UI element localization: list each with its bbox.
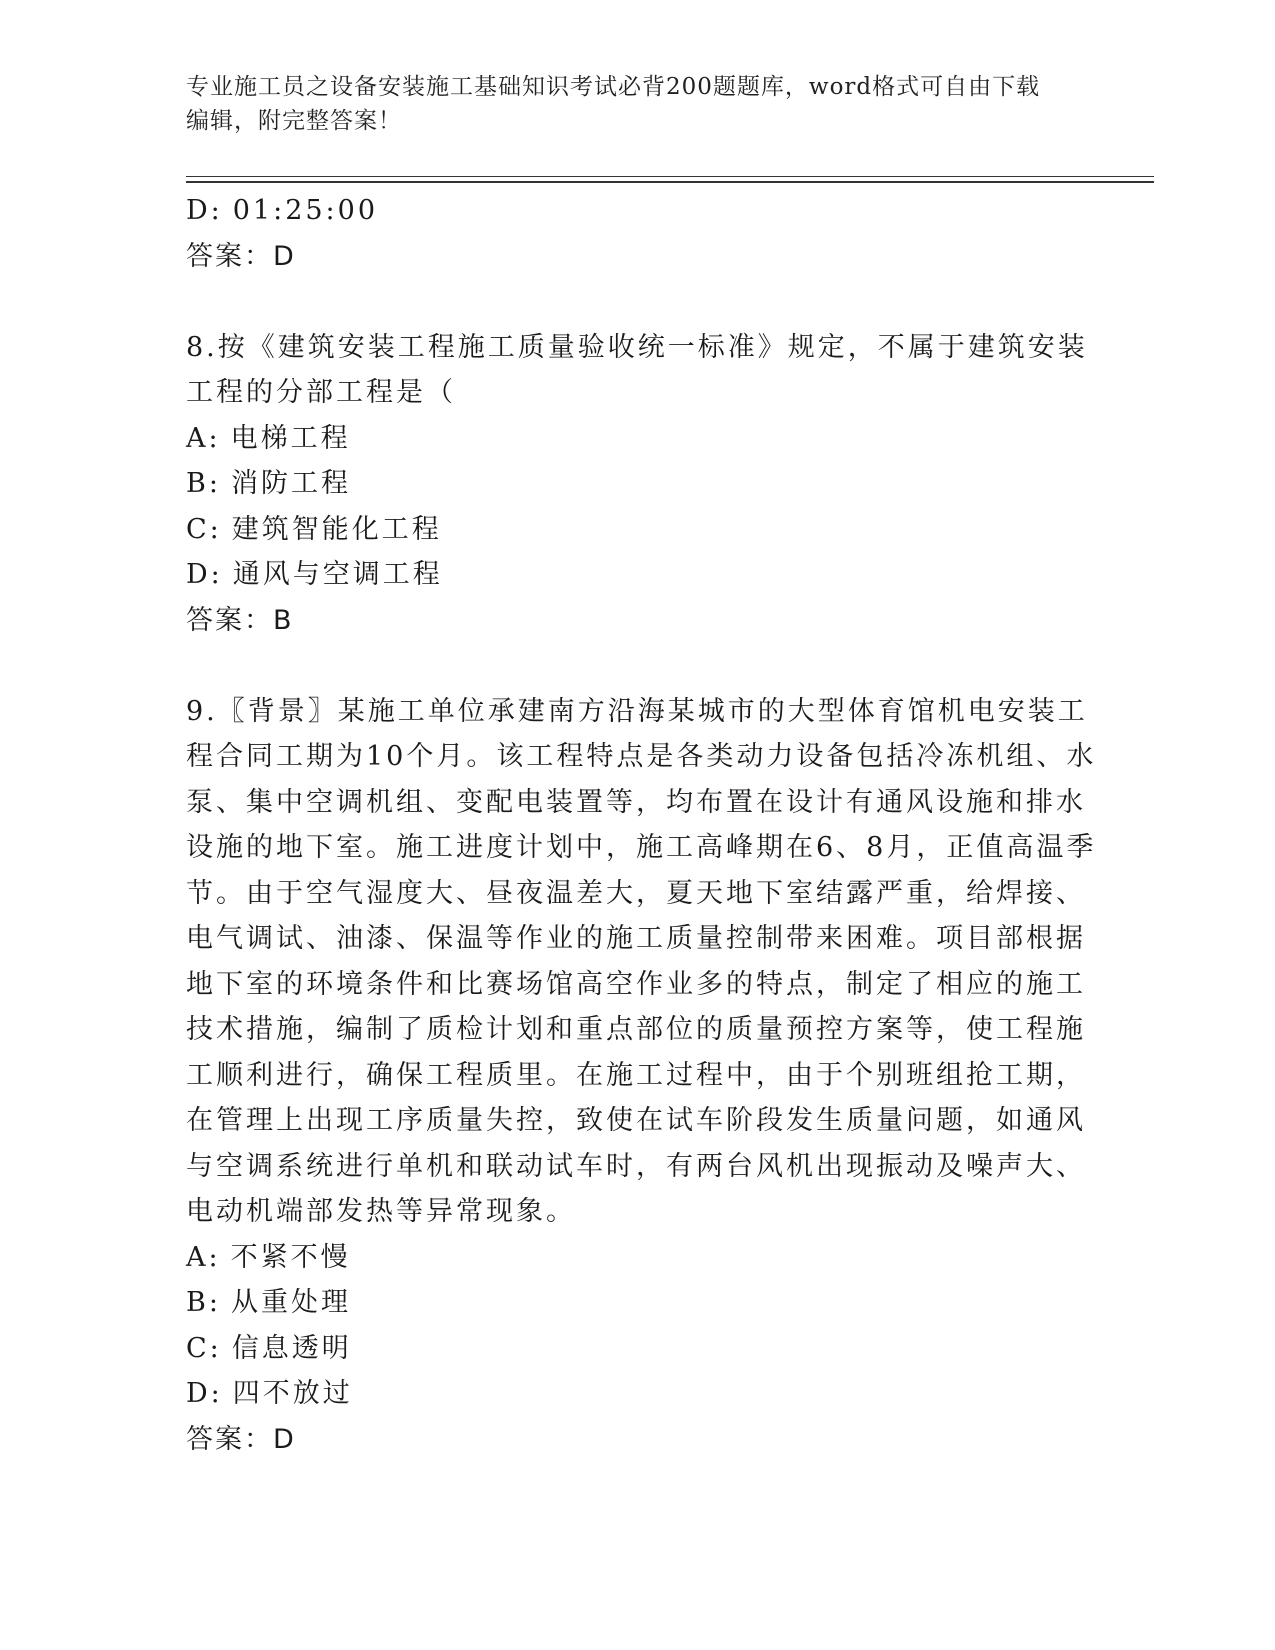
option-text: 从重处理 bbox=[230, 1287, 351, 1318]
q9-option-b bbox=[186, 1280, 1086, 1326]
q9-option-d bbox=[186, 1371, 1086, 1417]
q8-option-a bbox=[186, 416, 1086, 462]
option-text: 电梯工程 bbox=[230, 422, 351, 454]
option-text: 建筑智能化工程 bbox=[231, 513, 442, 545]
q9-stem-line: 泵、集中空调机组、变配电装置等，均布置在设计有通风设施和排水 bbox=[186, 786, 1086, 818]
q8-option-c bbox=[186, 507, 1086, 553]
q8-answer: 答案：B bbox=[186, 604, 294, 636]
option-text: 信息透明 bbox=[231, 1332, 352, 1364]
q8-stem-line-2: 工程的分部工程是（ bbox=[186, 377, 456, 408]
q9-stem-line: 程合同工期为10个月。该工程特点是各类动力设备包括冷冻机组、水 bbox=[186, 741, 1097, 772]
option-label: B: bbox=[186, 1287, 221, 1318]
header-line-2: 编辑，附完整答案！ bbox=[186, 108, 402, 134]
document-header bbox=[186, 70, 1086, 138]
option-label: C: bbox=[186, 513, 222, 545]
option-text: 通风与空调工程 bbox=[232, 559, 443, 590]
option-text: 消防工程 bbox=[230, 468, 351, 499]
q7-option-d bbox=[186, 188, 1086, 234]
q8-option-b bbox=[186, 461, 1086, 507]
q7-answer: 答案：D bbox=[186, 240, 296, 272]
q9-option-a bbox=[186, 1235, 1086, 1281]
option-label: A: bbox=[186, 1241, 221, 1273]
q9-stem-line: 技术措施，编制了质检计划和重点部位的质量预控方案等，使工程施 bbox=[186, 1014, 1086, 1045]
option-label: D: bbox=[186, 195, 223, 226]
q9-stem-line: 设施的地下室。施工进度计划中，施工高峰期在6、8月，正值高温季 bbox=[186, 832, 1097, 863]
q9-stem-line: 地下室的环境条件和比赛场馆高空作业多的特点，制定了相应的施工 bbox=[186, 968, 1086, 1000]
q8-stem-line-1: 8.按《建筑安装工程施工质量验收统一标准》规定，不属于建筑安装 bbox=[186, 331, 1088, 363]
header-rule-thin bbox=[186, 176, 1154, 177]
option-label: D: bbox=[186, 559, 223, 590]
q9-answer: 答案：D bbox=[186, 1423, 296, 1455]
q9-stem-line: 节。由于空气湿度大、昼夜温差大，夏天地下室结露严重，给焊接、 bbox=[186, 877, 1086, 909]
q9-stem-line: 在管理上出现工序质量失控，致使在试车阶段发生质量问题，如通风 bbox=[186, 1105, 1086, 1136]
q9-stem-line: 电气调试、油漆、保温等作业的施工质量控制带来困难。项目部根据 bbox=[186, 923, 1086, 954]
option-label: A: bbox=[186, 422, 221, 454]
option-text: 四不放过 bbox=[232, 1378, 353, 1409]
option-text: 不紧不慢 bbox=[230, 1241, 351, 1273]
spacer bbox=[186, 643, 1086, 689]
option-label: D: bbox=[186, 1378, 223, 1409]
q9-stem-line: 电动机端部发热等异常现象。 bbox=[186, 1196, 576, 1227]
header-rule-thick bbox=[186, 181, 1154, 183]
q8-option-d bbox=[186, 552, 1086, 598]
spacer bbox=[186, 279, 1086, 325]
q9-option-c bbox=[186, 1326, 1086, 1372]
option-text: 01:25:00 bbox=[232, 195, 379, 226]
header-line-1: 专业施工员之设备安装施工基础知识考试必背200题题库，word格式可自由下载 bbox=[186, 74, 1041, 100]
option-label: C: bbox=[186, 1332, 222, 1364]
q9-stem-line: 9.〖背景〗某施工单位承建南方沿海某城市的大型体育馆机电安装工 bbox=[186, 695, 1088, 727]
q9-stem-line: 与空调系统进行单机和联动试车时，有两台风机出现振动及噪声大、 bbox=[186, 1150, 1086, 1182]
option-label: B: bbox=[186, 468, 221, 499]
q9-stem-line: 工顺利进行，确保工程质里。在施工过程中，由于个别班组抢工期， bbox=[186, 1059, 1086, 1091]
q9-stem bbox=[186, 689, 1097, 1235]
document-body bbox=[186, 188, 1097, 1462]
